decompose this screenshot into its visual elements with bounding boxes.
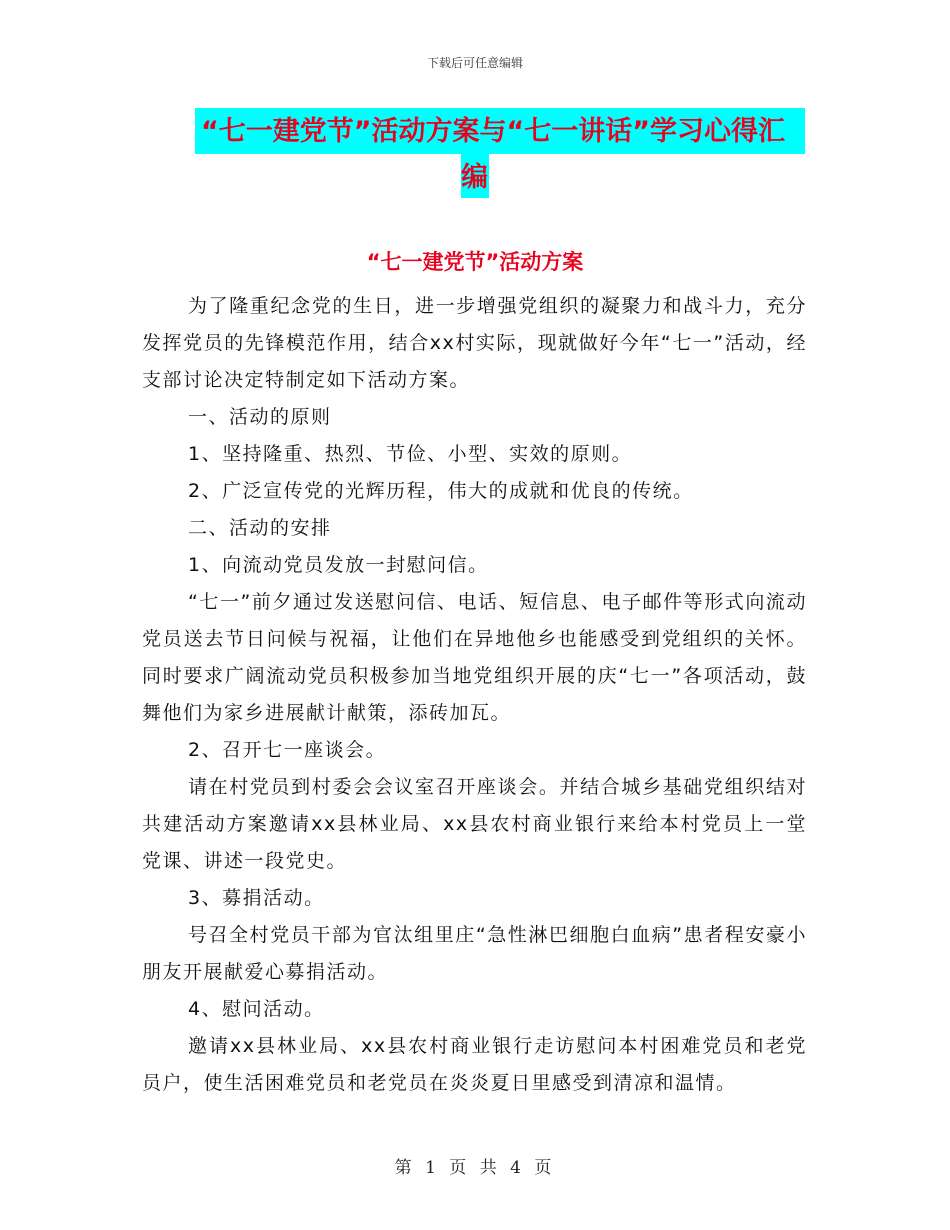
paragraph: 1、向流动党员发放一封慰问信。 bbox=[188, 554, 489, 576]
paragraph: 2、广泛宣传党的光辉历程，伟大的成就和优良的传统。 bbox=[188, 480, 694, 502]
heading-principles: 一、活动的原则 bbox=[188, 406, 332, 428]
document-title-line2: 编 bbox=[461, 154, 489, 198]
paragraph: 2、召开七一座谈会。 bbox=[188, 739, 387, 761]
paragraph: 4、慰问活动。 bbox=[188, 998, 325, 1020]
section-title: “七一建党节”活动方案 bbox=[366, 250, 584, 274]
paragraph: 请在村党员到村委会会议室召开座谈会。并结合城乡基础党组织结对共建活动方案邀请xx县林业局、xx县农村商业银行来给本村党员上一堂党课、讲述一段党史。 bbox=[142, 776, 807, 872]
paragraph: 为了隆重纪念党的生日，进一步增强党组织的凝聚力和战斗力，充分发挥党员的先锋模范作用，结合xx村实际，现就做好今年“七一”活动，经支部讨论决定特制定如下活动方案。 bbox=[142, 295, 807, 391]
paragraph: “七一”前夕通过发送慰问信、电话、短信息、电子邮件等形式向流动党员送去节日问候与祝福，让他们在异地他乡也能感受到党组织的关怀。同时要求广阔流动党员积极参加当地党组织开展的庆“七一”各项活动，鼓舞他们为家乡进展献计献策，添砖加瓦。 bbox=[142, 591, 807, 724]
document-title bbox=[195, 108, 805, 198]
paragraph: 1、坚持隆重、热烈、节俭、小型、实效的原则。 bbox=[188, 443, 633, 465]
page-number: 第 1 页 共 4 页 bbox=[394, 1158, 556, 1178]
paragraph: 邀请xx县林业局、xx县农村商业银行走访慰问本村困难党员和老党员户，使生活困难党员和老党员在炎炎夏日里感受到清凉和温情。 bbox=[142, 1035, 807, 1094]
document-title-line1: “七一建党节”活动方案与“七一讲话”学习心得汇 bbox=[195, 108, 805, 154]
paragraph: 3、募捐活动。 bbox=[188, 887, 325, 909]
document-body bbox=[142, 288, 807, 1102]
paragraph: 号召全村党员干部为官汰组里庄“急性淋巴细胞白血病”患者程安豪小朋友开展献爱心募捐活动。 bbox=[142, 924, 807, 983]
heading-arrangements: 二、活动的安排 bbox=[188, 517, 332, 539]
header-note: 下载后可任意编辑 bbox=[426, 56, 523, 70]
